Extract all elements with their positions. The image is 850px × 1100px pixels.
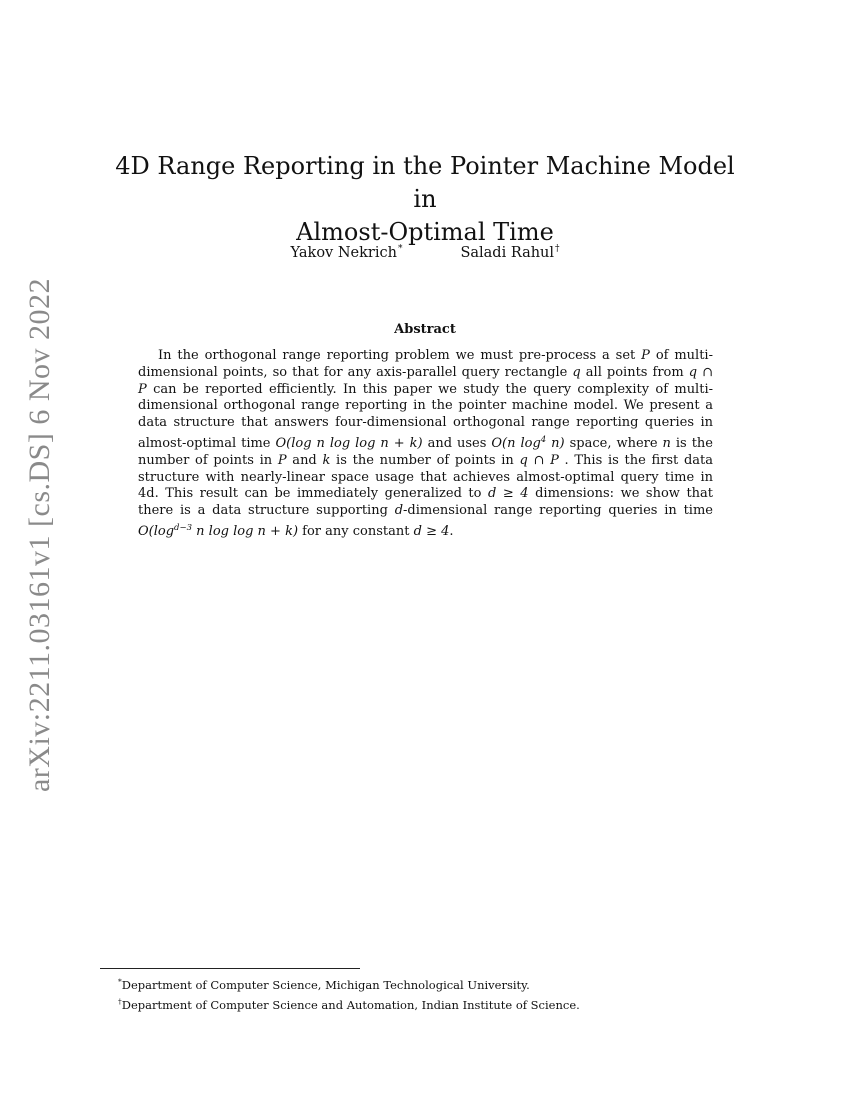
abstract-fragment: space, where: [564, 435, 663, 451]
abstract-fragment: is the number of points in: [330, 452, 520, 468]
abstract-fragment: dimensions: we show that there is a data structure supporting: [138, 486, 714, 519]
math-part: O(n log: [491, 435, 541, 451]
author-name: Yakov Nekrich: [290, 245, 397, 261]
footnote-divider: [100, 968, 360, 969]
abstract-fragment: In the orthogonal range reporting problem we must pre-process a set: [158, 348, 642, 363]
author-list: [250, 244, 600, 261]
math-inline: d ≥ 4: [488, 486, 529, 502]
footnote-1: [118, 974, 580, 994]
math-inline: k: [322, 452, 331, 468]
abstract-fragment: .: [449, 523, 454, 539]
math-inline: d: [394, 503, 404, 519]
footnotes: [118, 974, 580, 1013]
math-exponent: d−3: [174, 522, 193, 533]
arxiv-sidebar-stamp: [17, 277, 63, 793]
arxiv-identifier: arXiv:2211.03161v1 [cs.DS] 6 Nov 2022: [23, 277, 57, 793]
footnote-mark: †: [118, 996, 122, 1006]
footnote-text: Department of Computer Science and Automation, Indian Institute of Science.: [121, 997, 580, 1012]
abstract-text: [138, 348, 713, 541]
author-footnote-mark: *: [397, 244, 403, 254]
author-name: Saladi Rahul: [460, 245, 555, 261]
math-part: n log log n + k): [192, 523, 299, 539]
math-inline: [138, 524, 298, 539]
math-inline: n: [662, 435, 671, 451]
abstract-fragment: -dimensional range reporting queries in time: [403, 503, 713, 519]
abstract-fragment: can be reported efficiently. In this paper we study the query complexity of multi-dimensional orthogonal range reporting in the pointer machine model. We present a data structure that answers four-dimensional orthogonal range reporting queries in almost-optimal time: [138, 381, 713, 451]
abstract-fragment: all points from: [580, 364, 689, 380]
math-inline: P: [641, 348, 650, 363]
math-inline: O(log n log log n + k): [275, 435, 423, 451]
math-part: O(log: [138, 523, 175, 539]
abstract-fragment: and: [286, 452, 323, 468]
footnote-text: Department of Computer Science, Michigan Technological University.: [121, 978, 530, 992]
abstract-fragment: is the number of points in: [138, 435, 713, 468]
math-inline: d ≥ 4: [413, 523, 450, 539]
math-exponent: 4: [540, 434, 547, 445]
math-inline: P: [277, 452, 287, 468]
abstract-fragment: and uses: [422, 435, 492, 451]
paper-title: [100, 150, 750, 249]
footnote-mark: *: [118, 977, 122, 986]
author-footnote-mark: †: [555, 244, 560, 254]
math-inline: q: [572, 364, 581, 380]
footnote-2: [118, 994, 580, 1014]
abstract-fragment: . This is the first data structure with nearly-linear space usage that achieves almost-optimal query time in 4d. This result can be immediately generalized to: [138, 452, 713, 502]
math-inline: q ∩ P: [138, 364, 713, 397]
title-line-1: 4D Range Reporting in the Pointer Machine Model in: [115, 152, 735, 213]
math-inline: [491, 436, 564, 451]
math-inline: q ∩ P: [519, 452, 559, 468]
title-line-2: Almost-Optimal Time: [296, 218, 554, 246]
math-part: n): [546, 435, 565, 451]
abstract-fragment: of multi-dimensional points, so that for any axis-parallel query rectangle: [138, 348, 713, 380]
author-2: [460, 244, 559, 261]
abstract-heading: Abstract: [394, 322, 456, 337]
author-1: [290, 244, 402, 261]
abstract-fragment: for any constant: [298, 523, 414, 539]
